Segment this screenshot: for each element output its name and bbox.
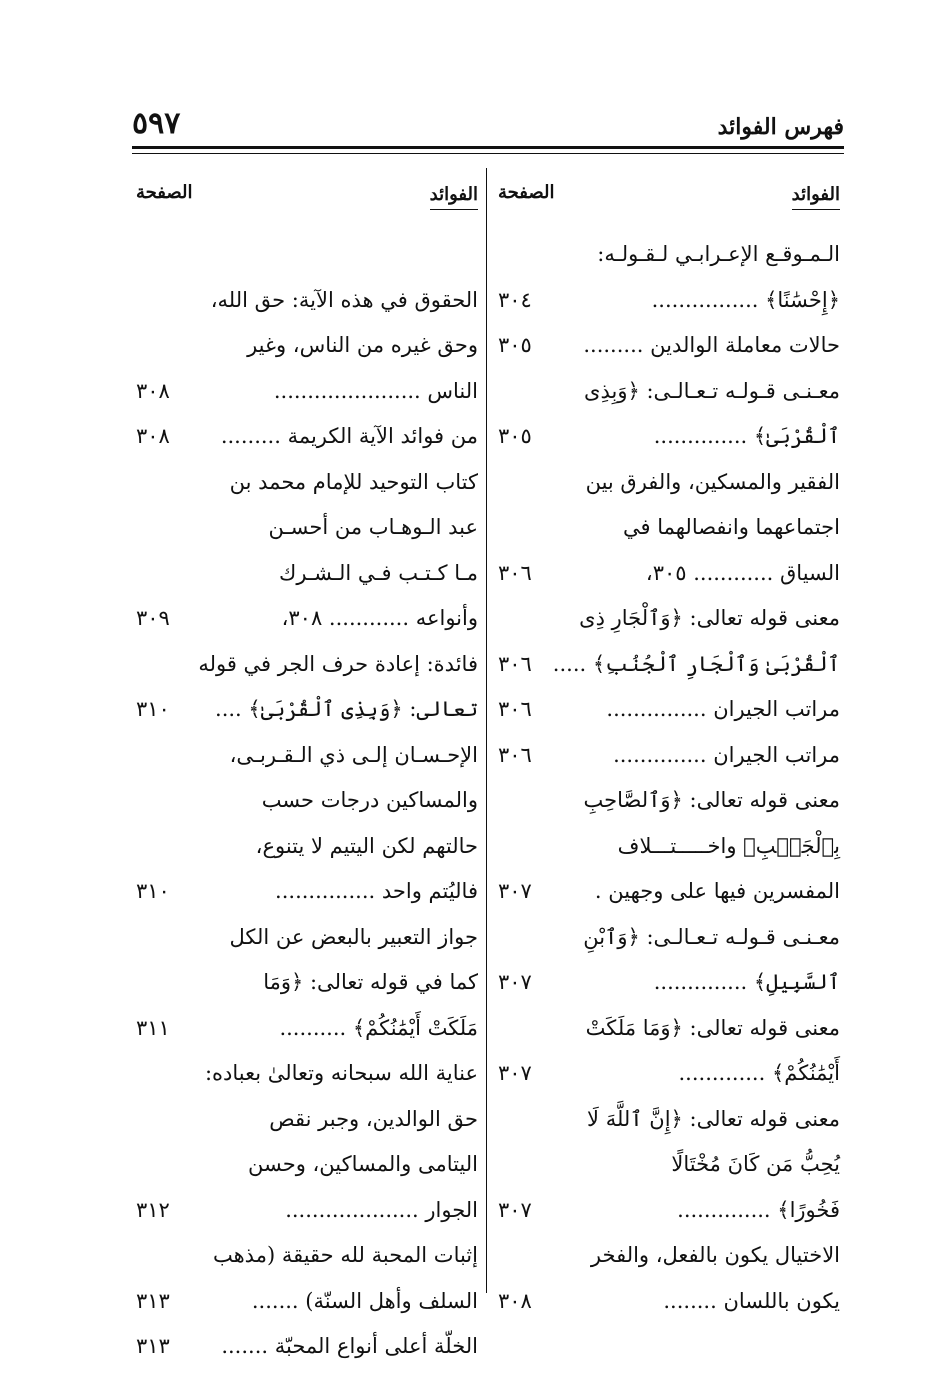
index-line — [494, 824, 844, 870]
entry-page-number: ٣٠٧ — [498, 1061, 532, 1085]
entry-text: ﴿إِحْسَٰنًا﴾ ................ — [651, 287, 840, 312]
entry-text: ٱلسَّبِيلِ﴾ .............. — [653, 970, 840, 994]
entry-text: يكون باللسان ........ — [663, 1288, 840, 1313]
entry-page-number: ٣٠٦ — [498, 697, 532, 721]
index-line — [132, 232, 482, 278]
entry-page-number: ٣٠٧ — [498, 1197, 532, 1222]
index-line — [494, 642, 844, 688]
entry-page-number: ٣١٠ — [136, 697, 170, 721]
index-line — [132, 960, 482, 1006]
index-line — [132, 1279, 482, 1325]
entry-text: الـمـوقـع الإعـرابـي لـقـولـه: — [597, 242, 840, 266]
index-line — [494, 1051, 844, 1097]
entry-page-number: ٣٠٥ — [498, 333, 532, 357]
entry-text: الإحـسـان إلـى ذي الـقـربـى، — [229, 742, 478, 767]
entry-text: معنى قوله تعالى: ﴿وَٱلصَّاحِبِ — [583, 788, 840, 812]
index-column-left — [132, 170, 482, 1358]
entry-text: تعالى: ﴿وَبِذِى ٱلْقُرْبَىٰ﴾ .... — [215, 697, 478, 721]
entry-page-number: ٣١٣ — [136, 1288, 170, 1313]
entry-text: مراتب الجيران ............... — [606, 697, 840, 721]
entry-text: معنى قوله تعالى: ﴿وَٱلْجَارِ ذِى — [579, 606, 840, 630]
entry-text: عبد الـوهـاب من أحسـن — [268, 515, 478, 539]
index-line — [132, 278, 482, 324]
index-line — [132, 1188, 482, 1234]
entry-text: إثبات المحبة لله حقيقة (مذهب — [212, 1243, 478, 1267]
entry-text: اجتماعهما وانفصالهما في — [622, 515, 840, 539]
index-line — [132, 323, 482, 369]
index-line — [494, 915, 844, 961]
entry-text: الحقوق في هذه الآية: حق الله، — [210, 287, 478, 312]
index-line — [132, 505, 482, 551]
column-header-fawaid: الفوائد — [430, 184, 478, 210]
entry-text: مراتب الجيران .............. — [613, 742, 840, 767]
index-line — [494, 687, 844, 733]
index-line — [494, 278, 844, 324]
index-line — [132, 869, 482, 915]
entry-page-number: ٣٠٨ — [136, 378, 170, 403]
entry-text: معنى قوله تعالى: ﴿إِنَّ ٱللَّهَ لَا — [587, 1106, 840, 1131]
entry-text: السلف وأهل السنّة) ....... — [251, 1288, 478, 1313]
index-line — [494, 733, 844, 779]
entry-text: عناية الله سبحانه وتعالىٰ بعباده: — [204, 1061, 478, 1085]
entry-page-number: ٣٠٦ — [498, 560, 532, 585]
index-line — [494, 460, 844, 506]
entry-text: فاليُتم واحد ............... — [275, 879, 478, 903]
entry-text: بِٱلْجَنۢبِ﴾ واخـــــتـــلاف — [617, 833, 840, 858]
index-line — [132, 596, 482, 642]
index-line — [132, 687, 482, 733]
page-number: ٥٩٧ — [132, 106, 181, 141]
entry-page-number: ٣٠٧ — [498, 879, 532, 903]
entry-text: الناس ...................... — [273, 378, 478, 403]
index-line — [494, 1097, 844, 1143]
column-header-fawaid: الفوائد — [792, 184, 840, 210]
entry-text: فَخُورًا﴾ .............. — [677, 1197, 840, 1222]
index-line — [494, 1233, 844, 1279]
column-divider — [486, 168, 487, 1293]
index-line — [494, 1279, 844, 1325]
index-line — [132, 642, 482, 688]
column-header-page: الصفحة — [136, 182, 193, 203]
entry-text: يُحِبُّ مَن كَانَ مُخْتَالًا — [671, 1152, 840, 1176]
index-line — [494, 505, 844, 551]
entry-text: الفقير والمسكين، والفرق بين — [585, 469, 840, 494]
index-line — [494, 960, 844, 1006]
entry-text: السياق ............ ٣٠٥، — [645, 560, 840, 585]
entry-page-number: ٣٠٦ — [498, 742, 532, 767]
entry-text: الاختيال يكون بالفعل، والفخر — [590, 1243, 840, 1267]
index-line — [132, 414, 482, 460]
entry-page-number: ٣١٣ — [136, 1334, 170, 1358]
entry-text: مَلَكَتْ أَيْمَٰنُكُمْ﴾ .......... — [279, 1015, 478, 1040]
column-header — [494, 170, 844, 212]
page-header — [132, 106, 844, 146]
entry-text: الجوار .................... — [285, 1197, 478, 1222]
index-column-right — [494, 170, 844, 1313]
index-line — [494, 1142, 844, 1188]
entry-page-number: ٣٠٦ — [498, 651, 532, 676]
index-line — [132, 733, 482, 779]
entry-text: معـنـى قـولـه تـعـالـى: ﴿وَبِذِى — [584, 378, 840, 403]
index-line — [494, 551, 844, 597]
entry-text: من فوائد الآية الكريمة ......... — [220, 424, 478, 448]
entry-text: حالات معاملة الوالدين ......... — [583, 333, 840, 357]
entry-text: جواز التعبير بالبعض عن الكل — [229, 924, 478, 949]
entry-page-number: ٣١٢ — [136, 1197, 170, 1222]
index-line — [132, 824, 482, 870]
index-line — [132, 551, 482, 597]
index-line — [132, 778, 482, 824]
index-line — [494, 232, 844, 278]
entry-page-number: ٣١٠ — [136, 879, 170, 903]
index-line — [494, 1188, 844, 1234]
entry-text: حق الوالدين، وجبر نقص — [269, 1106, 478, 1131]
entry-page-number: ٣٠٨ — [498, 1288, 532, 1313]
entry-page-number: ٣٠٩ — [136, 606, 170, 630]
header-rule-thin — [132, 153, 844, 154]
index-line — [132, 369, 482, 415]
index-line — [494, 1006, 844, 1052]
index-line — [494, 778, 844, 824]
entry-page-number: ٣١١ — [136, 1015, 170, 1040]
entry-text: اليتامى والمساكين، وحسن — [248, 1152, 478, 1176]
entry-text: وأنواعه ............ ٣٠٨، — [281, 606, 478, 630]
entry-text: حالتهم لكن اليتيم لا يتنوع، — [255, 833, 478, 858]
index-line — [494, 323, 844, 369]
index-line — [132, 1233, 482, 1279]
index-entries — [132, 232, 482, 1370]
entry-text: والمساكين درجات حسب — [261, 788, 478, 812]
index-line — [494, 869, 844, 915]
entry-text: وحق غيره من الناس، وغير — [247, 333, 478, 357]
index-line — [132, 915, 482, 961]
index-line — [132, 1097, 482, 1143]
entry-text: ٱلْقُرْبَىٰ﴾ .............. — [653, 424, 840, 448]
entry-text: كما في قوله تعالى: ﴿وَمَا — [263, 970, 478, 994]
entry-text: فائدة: إعادة حرف الجر في قوله — [198, 651, 478, 676]
index-line — [494, 369, 844, 415]
index-line — [132, 1006, 482, 1052]
column-header — [132, 170, 482, 212]
column-header-page: الصفحة — [498, 182, 555, 203]
entry-text: أَيْمَٰنُكُمْ﴾ ............. — [678, 1061, 840, 1085]
index-entries — [494, 232, 844, 1324]
entry-text: مـا كـتـب فـي الـشـرك — [279, 560, 478, 585]
index-line — [494, 414, 844, 460]
entry-page-number: ٣٠٥ — [498, 424, 532, 448]
index-line — [132, 1142, 482, 1188]
header-rule-thick — [132, 146, 844, 149]
page-title: فهرس الفوائد — [717, 114, 844, 140]
entry-text: كتاب التوحيد للإمام محمد بن — [229, 469, 478, 494]
entry-page-number: ٣٠٧ — [498, 970, 532, 994]
entry-page-number: ٣٠٨ — [136, 424, 170, 448]
index-line — [132, 460, 482, 506]
entry-text: معـنـى قـولـه تـعـالـى: ﴿وَٱبْنِ — [583, 924, 840, 949]
entry-page-number: ٣٠٤ — [498, 287, 532, 312]
entry-text: المفسرين فيها على وجهين . — [594, 879, 840, 903]
index-line — [132, 1051, 482, 1097]
index-line — [494, 596, 844, 642]
entry-text: الخلّة أعلى أنواع المحبّة ....... — [221, 1334, 478, 1358]
entry-text: ٱلْقُرْبَىٰ وَٱلْجَارِ ٱلْجُنُبِ﴾ ..... — [552, 651, 840, 676]
index-line — [132, 1324, 482, 1370]
entry-text: معنى قوله تعالى: ﴿وَمَا مَلَكَتْ — [585, 1015, 840, 1040]
